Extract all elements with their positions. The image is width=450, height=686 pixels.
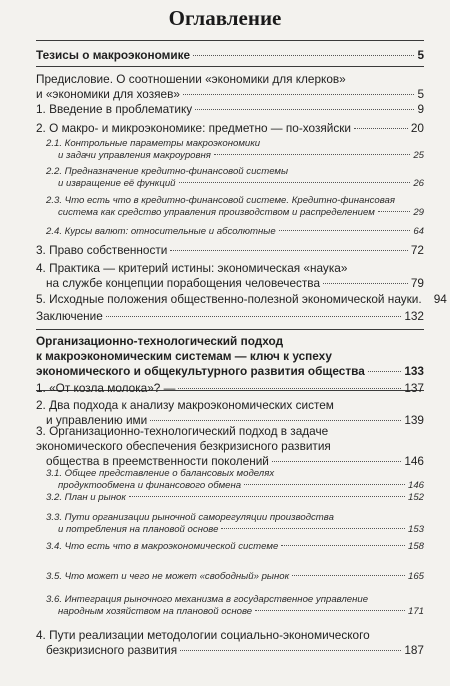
toc-entry-line: 3.6. Интеграция рыночного механизма в государственное управление — [46, 594, 369, 605]
toc-entry-text: продуктообмена и финансового обмена — [58, 480, 242, 492]
toc-entry-line: Организационно-технологический подход — [36, 334, 284, 348]
toc-entry-text: 2. О макро- и микроэкономике: предметно — по-хозяйски — [36, 121, 351, 135]
dot-leader — [129, 496, 405, 497]
dot-leader — [378, 211, 411, 212]
dot-leader — [292, 575, 405, 576]
page-number: 5 — [417, 87, 424, 102]
toc-subentry[interactable] — [36, 138, 424, 162]
dot-leader — [195, 109, 414, 110]
dot-leader — [244, 484, 405, 485]
toc-entry-text: 3.4. Что есть что в макроэкономической системе — [46, 541, 279, 552]
rule-mid — [36, 329, 424, 330]
page-number: 9 — [417, 102, 424, 116]
dot-leader — [281, 545, 405, 546]
dot-leader — [170, 250, 407, 251]
toc-part-heading[interactable] — [36, 334, 424, 380]
toc-entry-text: экономического и общекультурного развития общества — [36, 364, 365, 379]
dot-leader — [354, 128, 408, 129]
toc-entry-line: 2.3. Что есть что в кредитно-финансовой системе. Кредитно-финансовая — [46, 195, 395, 206]
toc-entry-line: экономического обеспечения безкризисного развития — [36, 439, 331, 454]
page-number: 72 — [410, 243, 424, 257]
dot-leader — [106, 316, 401, 317]
toc-entry-text: безкризисного развития — [46, 643, 178, 658]
toc-subentry[interactable] — [36, 512, 424, 536]
toc-entry-text: система как средство управления производством и распределением — [58, 207, 375, 219]
toc-subentry[interactable] — [36, 195, 424, 219]
toc-entry-text: и «экономики для хозяев» — [36, 87, 180, 102]
toc-entry-text: на службе концепции порабощения человечества — [46, 276, 321, 291]
page-number: 20 — [410, 121, 424, 135]
toc-entry[interactable] — [36, 309, 424, 324]
page-number: 187 — [404, 643, 424, 658]
toc-part-heading[interactable] — [36, 48, 424, 63]
page-number: 133 — [404, 364, 424, 379]
dot-leader — [255, 610, 405, 611]
toc-subentry[interactable] — [36, 492, 424, 504]
dot-leader — [178, 388, 401, 389]
toc-subentry[interactable] — [36, 166, 424, 190]
toc-entry[interactable] — [36, 121, 424, 136]
toc-entry-line: к макроэкономическим системам — ключ к успеху — [36, 349, 332, 364]
toc-entry-line: 3.1. Общее представление о балансовых моделях — [46, 468, 275, 479]
page-number: 146 — [404, 454, 424, 469]
page-number: 139 — [404, 413, 424, 428]
dot-leader — [368, 371, 402, 372]
dot-leader — [183, 94, 415, 95]
page-number: 146 — [407, 480, 424, 492]
toc-entry[interactable] — [36, 292, 447, 307]
toc-entry-text: народным хозяйством на плановой основе — [58, 606, 253, 618]
dot-leader — [272, 461, 401, 462]
rule-top-1 — [36, 40, 424, 41]
toc-entry-text: общества в преемственности поколений — [46, 454, 269, 469]
page-number: 132 — [404, 309, 424, 323]
page-number: 25 — [413, 150, 424, 162]
dot-leader — [279, 230, 411, 231]
toc-entry-text: 3.5. Что может и чего не может «свободный» рынок — [46, 571, 290, 582]
toc-entry-text: и извращение её функций — [58, 178, 176, 190]
dot-leader — [221, 528, 405, 529]
toc-entry-text: 1. Введение в проблематику — [36, 102, 193, 116]
toc-entry-text: Заключение — [36, 309, 103, 323]
toc-entry-text: и управлению ими — [46, 413, 148, 428]
toc-subentry[interactable] — [36, 226, 424, 238]
page-number: 137 — [404, 381, 424, 395]
toc-subentry[interactable] — [36, 468, 424, 492]
page-number: 153 — [407, 524, 424, 536]
toc-entry[interactable] — [36, 424, 424, 470]
toc-subentry[interactable] — [36, 541, 424, 553]
toc-entry[interactable] — [36, 243, 424, 258]
toc-entry-text: 1. «От козла молока»? — — [36, 381, 176, 395]
toc-entry-line: 3.3. Пути организации рыночной саморегуляции производства — [46, 512, 334, 523]
page-title: Оглавление — [168, 6, 282, 30]
toc-entry-line: 4. Практика — критерий истины: экономическая «наука» — [36, 261, 348, 275]
toc-entry[interactable] — [36, 261, 424, 291]
toc-subentry[interactable] — [36, 571, 424, 583]
dot-leader — [193, 55, 414, 56]
page-number: 5 — [417, 48, 424, 62]
rule-top-2 — [36, 66, 424, 67]
toc-entry-text: 5. Исходные положения общественно-полезной экономической науки. — [36, 292, 422, 306]
toc-entry-line: Предисловие. О соотношении «экономики для клерков» — [36, 72, 346, 86]
page-number: 158 — [407, 541, 424, 552]
toc-entry-text: и задачи управления макроуровня — [58, 150, 211, 162]
dot-leader — [180, 650, 401, 651]
dot-leader — [214, 154, 410, 155]
page-number: 79 — [410, 276, 424, 291]
toc-subentry[interactable] — [36, 594, 424, 618]
toc-entry-text: 3. Право собственности — [36, 243, 168, 257]
dot-leader — [323, 283, 408, 284]
page-number: 29 — [413, 207, 424, 219]
dot-leader — [179, 182, 411, 183]
dot-leader — [150, 420, 401, 421]
toc-entry-text: Тезисы о макроэкономике — [36, 48, 191, 62]
toc-entry-text: и потребления на плановой основе — [58, 524, 219, 536]
page-number: 152 — [407, 492, 424, 503]
toc-entry-text: 2.4. Курсы валют: относительные и абсолютные — [46, 226, 276, 237]
toc-entry[interactable] — [36, 628, 424, 658]
toc-entry-line: 2.2. Предназначение кредитно-финансовой системы — [46, 166, 289, 177]
page-number: 94 — [433, 292, 447, 306]
toc-entry[interactable] — [36, 72, 424, 102]
toc-entry-line: 2.1. Контрольные параметры макроэкономики — [46, 138, 261, 149]
toc-entry[interactable] — [36, 102, 424, 117]
toc-entry-line: 2. Два подхода к анализу макроэкономических систем — [36, 398, 334, 412]
toc-entry-text: 3.2. План и рынок — [46, 492, 126, 503]
page-number: 26 — [413, 178, 424, 190]
toc-entry[interactable] — [36, 381, 424, 396]
toc-entry-line: 4. Пути реализации методологии социально-экономического — [36, 628, 370, 642]
toc-entry-line: 3. Организационно-технологический подход в задаче — [36, 424, 329, 438]
page-number: 165 — [407, 571, 424, 582]
page-number: 64 — [413, 226, 424, 237]
page-number: 171 — [407, 606, 424, 618]
